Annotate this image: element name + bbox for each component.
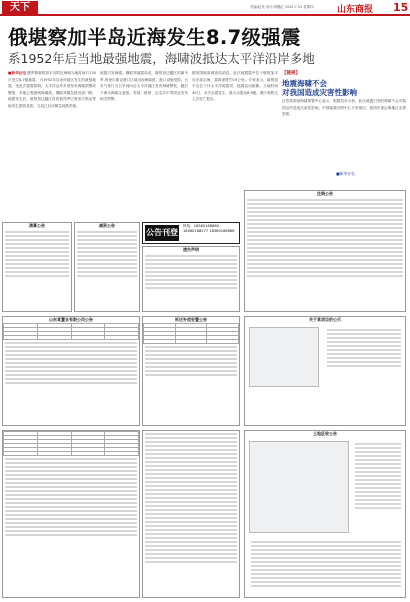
notice-block xyxy=(244,190,406,312)
sidebar-box xyxy=(282,70,406,185)
section-tag: 天下 xyxy=(2,1,38,15)
article-column-2: 地震引发海啸。俄联邦地震局说，堪察加边疆区的谢韦罗-库里尔斯克港口区域出现海啸波，港口设施受损。日本气象厅当日早间向沿太平洋地区发布海啸警报，随后下调为海啸注意报。美国、秘鲁、厄瓜多尔等国也发布相关预警。 xyxy=(100,71,188,101)
notice-title: 关于某项目的公示 xyxy=(309,317,341,322)
ad-hotline-box xyxy=(142,222,240,244)
notice-block xyxy=(2,222,72,312)
issue-meta: 责编/赵英 设计/刘璐红 2025.7.31 星期四 xyxy=(250,5,314,9)
notice-block xyxy=(142,246,240,312)
notice-title: 注销公告 xyxy=(317,191,333,196)
map-figure xyxy=(249,327,319,387)
notice-block xyxy=(142,316,240,426)
subheadline: 系1952年后当地最强地震，海啸波抵达太平洋沿岸多地 xyxy=(8,51,315,66)
notice-table xyxy=(143,323,239,344)
notice-title: 山东某置业有限公司公告 xyxy=(49,317,93,322)
map-figure xyxy=(249,441,349,533)
notice-title: 土地征收公告 xyxy=(313,431,337,436)
page-number: 15 xyxy=(393,1,409,14)
paper-name: 山东商报 xyxy=(337,5,374,15)
ad-hotline-logo: 公告刊登 xyxy=(145,225,179,241)
notice-title: 遗失声明 xyxy=(183,247,199,252)
article-column-3: 据美国地质调查局消息，此次地震震中位于堪察加半岛东部沿海，震源深度约19公里。专家表示，堪察加半岛位于环太平洋地震带，地震活动频繁。当地时间30日，多次余震发生，最大余震达6.9级。俄方称暂无人员死亡报告。 xyxy=(192,71,278,101)
notice-block xyxy=(74,222,140,312)
ad-hotline-numbers: 热线：18560168860 18560168577 18560168866 xyxy=(183,224,235,233)
notice-block xyxy=(142,430,240,598)
notice-table xyxy=(3,323,139,340)
notice-title: 拆迁补偿安置公告 xyxy=(175,317,207,322)
notice-title: 清算公告 xyxy=(29,223,45,228)
notice-table xyxy=(3,431,139,456)
article-byline: ■新华社电 xyxy=(8,71,27,75)
sidebar-tag: 【链接】 xyxy=(282,71,300,76)
notice-block xyxy=(244,316,406,426)
sidebar-body: 自然资源部海啸预警中心表示，根据初步分析，此次地震引发的海啸不会对我国沿岸造成灾害性影响。中国地震台网中心专家指出，我国东部沿海地区无需恐慌。 xyxy=(282,99,406,116)
sidebar-title-line-1: 地震海啸不会 xyxy=(282,79,327,88)
article-text: 俄罗斯堪察加半岛附近海域当地时间7月30日发生8.7级地震，为1952年以来该地区发生的最强地震。受此次强震影响，太平洋沿岸多国发布海啸预警或警报，多地已观测到海啸波。俄联邦紧急情况部门称，地震发生后，堪察加边疆区首府彼得罗巴甫洛夫斯克等地发生建筑受损。当局已启动紧急疏散预案。 xyxy=(8,71,96,108)
article-column-1 xyxy=(8,70,96,220)
notice-block xyxy=(2,316,140,426)
notice-title: 减资公告 xyxy=(99,223,115,228)
sidebar-credit: ■新华社电 xyxy=(336,171,355,176)
masthead xyxy=(0,0,410,16)
sidebar-title-line-2: 对我国造成灾害性影响 xyxy=(282,88,357,97)
notice-block xyxy=(2,430,140,598)
notice-block xyxy=(244,430,406,598)
headline: 俄堪察加半岛近海发生8.7级强震 xyxy=(8,26,301,49)
